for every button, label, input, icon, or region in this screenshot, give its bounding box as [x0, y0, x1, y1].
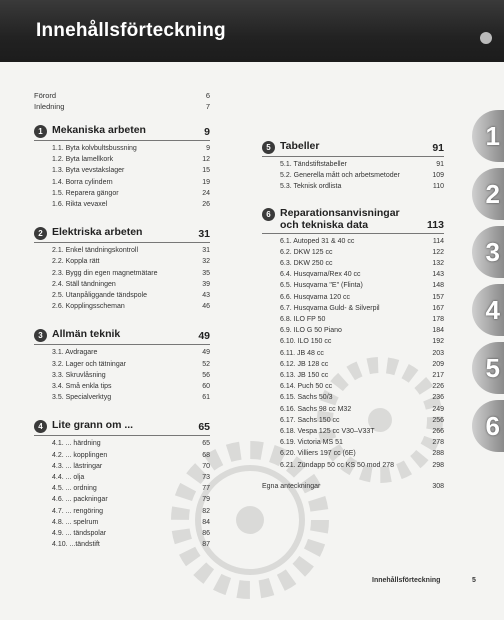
chapter-title: Allmän teknik: [52, 328, 121, 341]
chapter-heading[interactable]: [34, 419, 210, 433]
toc-entry[interactable]: [34, 154, 210, 165]
toc-entry[interactable]: [34, 199, 210, 210]
chapter-heading-left: [262, 140, 320, 154]
toc-entry[interactable]: [262, 437, 444, 448]
chapter-page: 65: [198, 421, 210, 434]
entry-label: 2.6. Kopplingsscheman: [52, 303, 125, 311]
toc-row-notes[interactable]: [262, 481, 444, 492]
chapter-section: [34, 328, 210, 403]
entry-label: 1.6. Rikta vevaxel: [52, 201, 108, 209]
entry-label: 6.5. Husqvarna "E" (Flinta): [280, 282, 363, 290]
entry-page: 6: [205, 91, 210, 100]
entry-page: 209: [432, 360, 444, 368]
entry-label: 1.5. Reparera gängor: [52, 189, 119, 197]
chapter-title: Lite grann om ...: [52, 419, 134, 432]
toc-entry[interactable]: [262, 336, 444, 347]
toc-entry[interactable]: [262, 426, 444, 437]
entry-page: 82: [202, 507, 210, 515]
toc-entry[interactable]: [262, 280, 444, 291]
toc-entry[interactable]: [34, 245, 210, 256]
chapter-heading[interactable]: [262, 207, 444, 231]
entry-label: 5.2. Generella mått och arbetsmetoder: [280, 172, 400, 180]
toc-entry[interactable]: [262, 181, 444, 192]
entry-label: Inledning: [34, 102, 65, 111]
entry-page: 148: [432, 282, 444, 290]
entry-label: 6.13. JB 150 cc: [280, 372, 329, 380]
chapter-divider: [262, 233, 444, 234]
entry-label: 2.3. Bygg din egen magnetmätare: [52, 269, 158, 277]
chapter-title: Elektriska arbeten: [52, 226, 143, 239]
entry-page: 249: [432, 405, 444, 413]
toc-entry[interactable]: [34, 539, 210, 550]
entry-label: 6.7. Husqvarna Guld- & Silverpil: [280, 304, 380, 312]
entry-label: 6.10. ILO 150 cc: [280, 338, 332, 346]
entry-label: 6.8. ILO FP 50: [280, 316, 326, 324]
entry-page: 65: [202, 440, 210, 448]
entry-label: 4.6. ... packningar: [52, 496, 108, 504]
entry-label: 6.3. DKW 250 cc: [280, 260, 333, 268]
entry-page: 43: [202, 292, 210, 300]
entry-page: 68: [202, 451, 210, 459]
toc-entry[interactable]: [34, 381, 210, 392]
chapter-tab-4[interactable]: 4: [472, 284, 504, 336]
page-header: [0, 0, 504, 62]
toc-entry[interactable]: [262, 392, 444, 403]
entry-page: 91: [436, 161, 444, 168]
entry-page: 143: [432, 271, 444, 279]
entry-label: 6.2. DKW 125 cc: [280, 248, 333, 256]
entry-page: 308: [432, 482, 444, 490]
toc-row-foreword[interactable]: [34, 90, 210, 101]
entry-label: 2.1. Enkel tändningskontroll: [52, 247, 138, 255]
entry-label: 3.5. Specialverktyg: [52, 394, 112, 402]
toc-entry[interactable]: [34, 517, 210, 528]
chapter-tab-6[interactable]: 6: [472, 400, 504, 452]
chapter-title: Tabeller: [280, 140, 320, 152]
entry-page: 226: [432, 383, 444, 391]
entry-label: Förord: [34, 91, 57, 100]
entry-label: 2.5. Utanpåliggande tändspole: [52, 292, 147, 300]
entry-label: 3.1. Avdragare: [52, 349, 98, 357]
entry-label: 6.11. JB 48 cc: [280, 349, 324, 357]
entry-label: 4.10. ...tändstift: [52, 541, 100, 549]
chapter-divider: [262, 156, 444, 157]
entry-page: 288: [432, 450, 444, 458]
toc-entry[interactable]: [34, 256, 210, 267]
chapter-divider: [34, 344, 210, 345]
toc-entry[interactable]: [262, 415, 444, 426]
chapter-number-badge: 2: [34, 227, 47, 240]
entry-label: 6.18. Vespa 125 cc V30–V33T: [280, 428, 375, 436]
toc-entry[interactable]: [262, 159, 444, 170]
entry-label: 4.7. ... rengöring: [52, 507, 103, 515]
footer-page-number: 5: [472, 577, 476, 584]
toc-entry[interactable]: [34, 143, 210, 154]
entry-page: 39: [202, 280, 210, 288]
chapter-section: [262, 207, 444, 471]
chapter-tab-3[interactable]: 3: [472, 226, 504, 278]
toc-entry[interactable]: [262, 325, 444, 336]
chapter-section: [34, 124, 210, 210]
chapter-title: Mekaniska arbeten: [52, 124, 146, 136]
toc-entry[interactable]: [34, 472, 210, 483]
right-chapter-list: [262, 140, 444, 471]
footer-label: Innehållsförteckning: [372, 577, 441, 584]
toc-entry[interactable]: [262, 404, 444, 415]
toc-entry[interactable]: [34, 290, 210, 301]
toc-entry[interactable]: [262, 448, 444, 459]
toc-entry[interactable]: [34, 279, 210, 290]
toc-entry[interactable]: [34, 347, 210, 358]
chapter-number-badge: 5: [262, 141, 275, 154]
entry-label: 1.2. Byta lamellkork: [52, 156, 114, 164]
entry-page: 24: [202, 189, 210, 197]
toc-entry[interactable]: [34, 494, 210, 505]
entry-label: Egna anteckningar: [262, 482, 321, 490]
chapter-section: [262, 140, 444, 193]
entry-page: 60: [202, 383, 210, 391]
chapter-page: 113: [427, 218, 444, 231]
entry-label: 6.20. Villiers 197 cc (6E): [280, 450, 356, 458]
entry-label: 4.9. ... tändspolar: [52, 530, 107, 538]
toc-entry[interactable]: [262, 348, 444, 359]
toc-entry[interactable]: [34, 483, 210, 494]
toc-entry[interactable]: [34, 268, 210, 279]
toc-entry[interactable]: [262, 370, 444, 381]
entry-label: 2.4. Ställ tändningen: [52, 280, 116, 288]
entry-page: 73: [202, 474, 210, 482]
toc-left-column: [34, 90, 210, 550]
toc-entry[interactable]: [262, 359, 444, 370]
entry-page: 157: [432, 293, 444, 301]
entry-label: 3.2. Lager och tätningar: [52, 360, 126, 368]
entry-page: 132: [432, 260, 444, 268]
entry-label: 4.8. ... spelrum: [52, 518, 99, 526]
entry-page: 70: [202, 462, 210, 470]
chapter-number-badge: 6: [262, 208, 275, 221]
entry-page: 86: [202, 530, 210, 538]
entry-label: 4.3. ... lästringar: [52, 462, 103, 470]
entry-label: 6.6. Husqvarna 120 cc: [280, 293, 351, 301]
chapter-section: [34, 226, 210, 312]
chapter-heading-left: [34, 419, 133, 433]
entry-page: 236: [432, 394, 444, 402]
entry-label: 6.15. Sachs 50/3: [280, 394, 333, 402]
chapter-divider: [34, 435, 210, 436]
chapter-heading-left: [262, 207, 420, 231]
chapter-page: 9: [204, 126, 210, 138]
toc-entry[interactable]: [34, 359, 210, 370]
entry-label: 4.1. ... härdning: [52, 440, 101, 448]
entry-page: 12: [202, 156, 210, 164]
entry-page: 217: [432, 372, 444, 380]
chapter-title: Reparationsanvisningar och tekniska data: [280, 206, 400, 231]
entry-page: 79: [202, 496, 210, 504]
entry-label: 1.1. Byta kolvbultsbussning: [52, 145, 137, 152]
entry-page: 110: [432, 183, 444, 191]
entry-page: 192: [432, 338, 444, 346]
entry-page: 7: [205, 102, 210, 111]
entry-page: 109: [432, 172, 444, 180]
chapter-page: 31: [198, 228, 210, 241]
entry-page: 203: [432, 349, 444, 357]
chapter-number-badge: 1: [34, 125, 47, 138]
entry-label: 4.4. ... olja: [52, 474, 85, 482]
front-matter: [34, 90, 210, 112]
chapter-heading[interactable]: [34, 124, 210, 138]
left-chapter-list: [34, 124, 210, 550]
chapter-heading-left: [34, 328, 120, 342]
entry-page: 52: [202, 360, 210, 368]
entry-label: 6.1. Autoped 31 & 40 cc: [280, 237, 355, 245]
entry-page: 256: [432, 416, 444, 424]
chapter-side-tabs: [472, 110, 504, 530]
entry-label: 4.2. ... kopplingen: [52, 451, 108, 459]
entry-page: 77: [202, 485, 210, 493]
toc-entry[interactable]: [34, 506, 210, 517]
entry-label: 6.16. Sachs 98 cc M32: [280, 405, 352, 413]
entry-page: 122: [432, 248, 444, 256]
entry-page: 61: [202, 394, 210, 402]
chapter-page: 91: [432, 142, 444, 154]
chapter-divider: [34, 140, 210, 141]
entry-page: 278: [432, 439, 444, 447]
toc-entry[interactable]: [34, 438, 210, 449]
toc-entry[interactable]: [34, 528, 210, 539]
entry-page: 49: [202, 349, 210, 357]
toc-entry[interactable]: [34, 392, 210, 403]
entry-label: 1.4. Borra cylindern: [52, 178, 113, 186]
header-dot-icon: [480, 32, 492, 44]
chapter-tab-1[interactable]: 1: [472, 110, 504, 162]
entry-label: 6.14. Puch 50 cc: [280, 383, 333, 391]
toc-entry[interactable]: [34, 450, 210, 461]
toc-entry[interactable]: [34, 165, 210, 176]
toc-entry[interactable]: [34, 177, 210, 188]
chapter-number-badge: 4: [34, 420, 47, 433]
entry-label: 6.4. Husqvarna/Rex 40 cc: [280, 271, 361, 279]
toc-row-introduction[interactable]: [34, 101, 210, 112]
toc-entry[interactable]: [262, 460, 444, 471]
entry-page: 56: [202, 371, 210, 379]
toc-right-column: [262, 132, 444, 492]
toc-entry[interactable]: [34, 461, 210, 472]
toc-entry[interactable]: [262, 314, 444, 325]
entry-page: 167: [432, 304, 444, 312]
entry-label: 6.17. Sachs 150 cc: [280, 416, 340, 424]
entry-page: 298: [432, 461, 444, 469]
toc-entry[interactable]: [262, 381, 444, 392]
toc-entry[interactable]: [262, 247, 444, 258]
entry-page: 19: [202, 178, 210, 186]
entry-label: 1.3. Byta vevstakslager: [52, 167, 125, 175]
entry-page: 15: [202, 167, 210, 175]
chapter-heading[interactable]: [34, 226, 210, 240]
entry-label: 6.12. JB 128 cc: [280, 360, 329, 368]
chapter-tab-2[interactable]: 2: [472, 168, 504, 220]
chapter-heading[interactable]: [34, 328, 210, 342]
toc-entry[interactable]: [34, 301, 210, 312]
entry-page: 9: [206, 145, 210, 152]
entry-label: 6.21. Zündapp 50 cc KS 50 mod 278: [280, 461, 395, 469]
entry-label: 2.2. Koppla rätt: [52, 258, 100, 266]
entry-page: 35: [202, 269, 210, 277]
chapter-heading[interactable]: [262, 140, 444, 154]
toc-entry[interactable]: [34, 188, 210, 199]
entry-page: 46: [202, 303, 210, 311]
entry-label: 6.19. Victoria MS 51: [280, 439, 343, 447]
entry-label: 5.3. Teknisk ordlista: [280, 183, 342, 191]
chapter-number-badge: 3: [34, 329, 47, 342]
entry-label: 4.5. ... ordning: [52, 485, 97, 493]
entry-page: 114: [432, 237, 444, 245]
chapter-section: [34, 419, 210, 550]
chapter-heading-left: [34, 226, 142, 240]
toc-entry[interactable]: [262, 258, 444, 269]
toc-entry[interactable]: [34, 370, 210, 381]
chapter-tab-5[interactable]: 5: [472, 342, 504, 394]
toc-entry[interactable]: [262, 170, 444, 181]
entry-page: 26: [202, 201, 210, 209]
entry-page: 84: [202, 518, 210, 526]
entry-page: 266: [432, 428, 444, 436]
entry-page: 184: [432, 327, 444, 335]
chapter-divider: [34, 242, 210, 243]
toc-entry[interactable]: [262, 236, 444, 247]
entry-page: 31: [202, 247, 210, 255]
entry-label: 3.3. Skruvlåsning: [52, 371, 106, 379]
entry-label: 3.4. Små enkla tips: [52, 383, 112, 391]
entry-page: 178: [432, 316, 444, 324]
entry-page: 32: [202, 258, 210, 266]
toc-entry[interactable]: [262, 269, 444, 280]
page-title: Innehållsförteckning: [36, 20, 226, 41]
chapter-heading-left: [34, 124, 146, 138]
entry-page: 87: [202, 541, 210, 549]
entry-label: 5.1. Tändstiftstabeller: [280, 161, 347, 168]
entry-label: 6.9. ILO G 50 Piano: [280, 327, 342, 335]
chapter-page: 49: [198, 330, 210, 343]
toc-entry[interactable]: [262, 292, 444, 303]
toc-entry[interactable]: [262, 303, 444, 314]
